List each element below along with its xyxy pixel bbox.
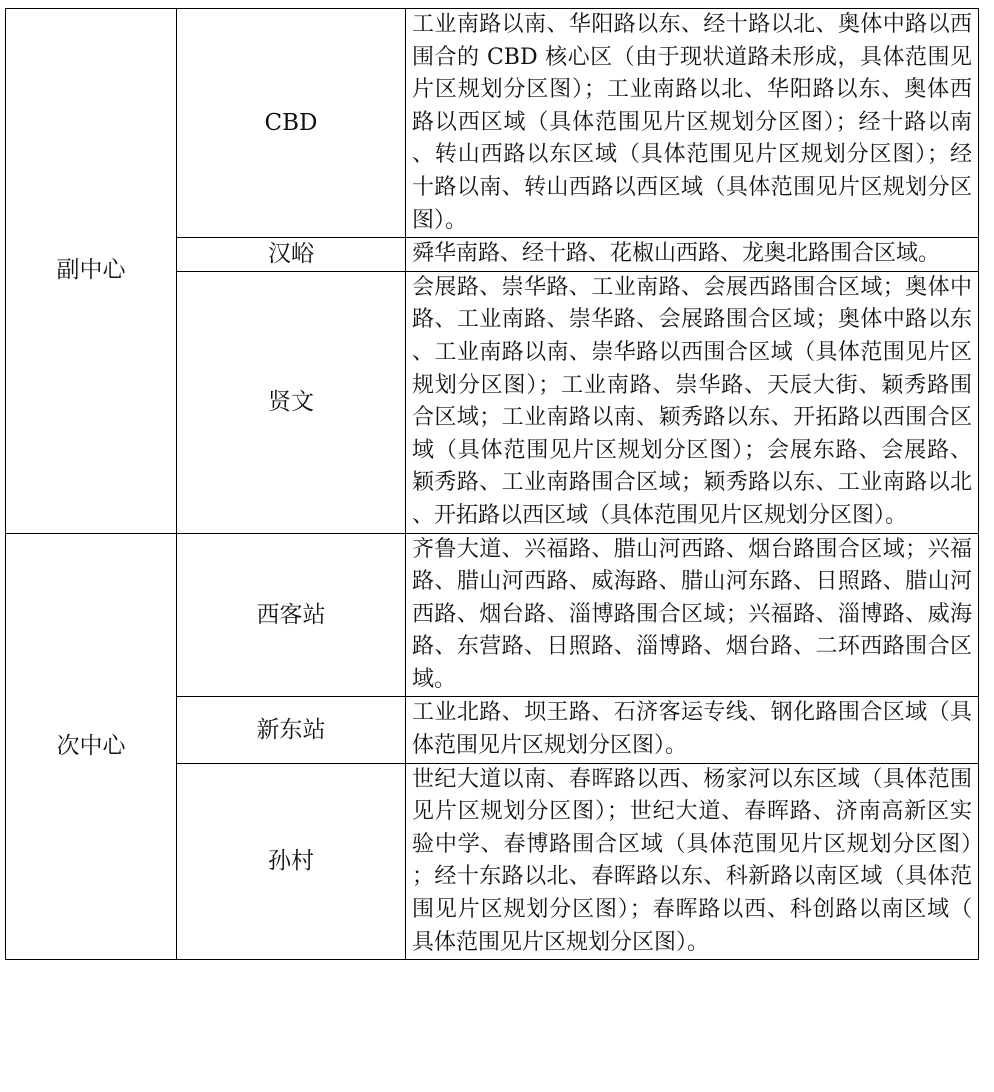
zone-description-cell: 齐鲁大道、兴福路、腊山河西路、烟台路围合区域；兴福路、腊山河西路、威海路、腊山河东路、日照路、腊山河西路、烟台路、淄博路围合区域；兴福路、淄博路、威海路、东营路、日照路、淄博路、烟台路、二环西路围合区域。 (406, 533, 979, 697)
table-row (6, 533, 979, 697)
zone-description-cell: 工业北路、坝王路、石济客运专线、钢化路围合区域（具体范围见片区规划分区图）。 (406, 697, 979, 763)
category-cell: 次中心 (6, 533, 177, 960)
zone-description-cell: 会展路、崇华路、工业南路、会展西路围合区域；奥体中路、工业南路、崇华路、会展路围合区域；奥体中路以东、工业南路以南、崇华路以西围合区域（具体范围见片区规划分区图）；工业南路、崇华路、天辰大街、颖秀路围合区域；工业南路以南、颖秀路以东、开拓路以西围合区域（具体范围见片区规划分区图）；会展东路、会展路、颖秀路、工业南路围合区域；颖秀路以东、工业南路以北、开拓路以西区域（具体范围见片区规划分区图）。 (406, 271, 979, 533)
category-cell: 副中心 (6, 9, 177, 534)
zone-name-cell: 孙村 (177, 763, 406, 960)
zone-description-cell: 世纪大道以南、春晖路以西、杨家河以东区域（具体范围见片区规划分区图）；世纪大道、春晖路、济南高新区实验中学、春博路围合区域（具体范围见片区规划分区图）；经十东路以北、春晖路以东、科新路以南区域（具体范围见片区规划分区图）；春晖路以西、科创路以南区域（具体范围见片区规划分区图）。 (406, 763, 979, 960)
zone-name-cell: 贤文 (177, 271, 406, 533)
zone-description-cell: 工业南路以南、华阳路以东、经十路以北、奥体中路以西围合的 CBD 核心区（由于现状道路未形成，具体范围见片区规划分区图）；工业南路以北、华阳路以东、奥体西路以西区域（具体范围见片区规划分区图）；经十路以南、转山西路以东区域（具体范围见片区规划分区图）；经十路以南、转山西路以西区域（具体范围见片区规划分区图）。 (406, 9, 979, 238)
zone-name-cell: 新东站 (177, 697, 406, 763)
table-row (6, 9, 979, 238)
zone-name-cell: 汉峪 (177, 238, 406, 272)
zone-description-cell: 舜华南路、经十路、花椒山西路、龙奥北路围合区域。 (406, 238, 979, 272)
zone-name-cell: 西客站 (177, 533, 406, 697)
zone-table (5, 8, 979, 960)
zone-name-cell: CBD (177, 9, 406, 238)
